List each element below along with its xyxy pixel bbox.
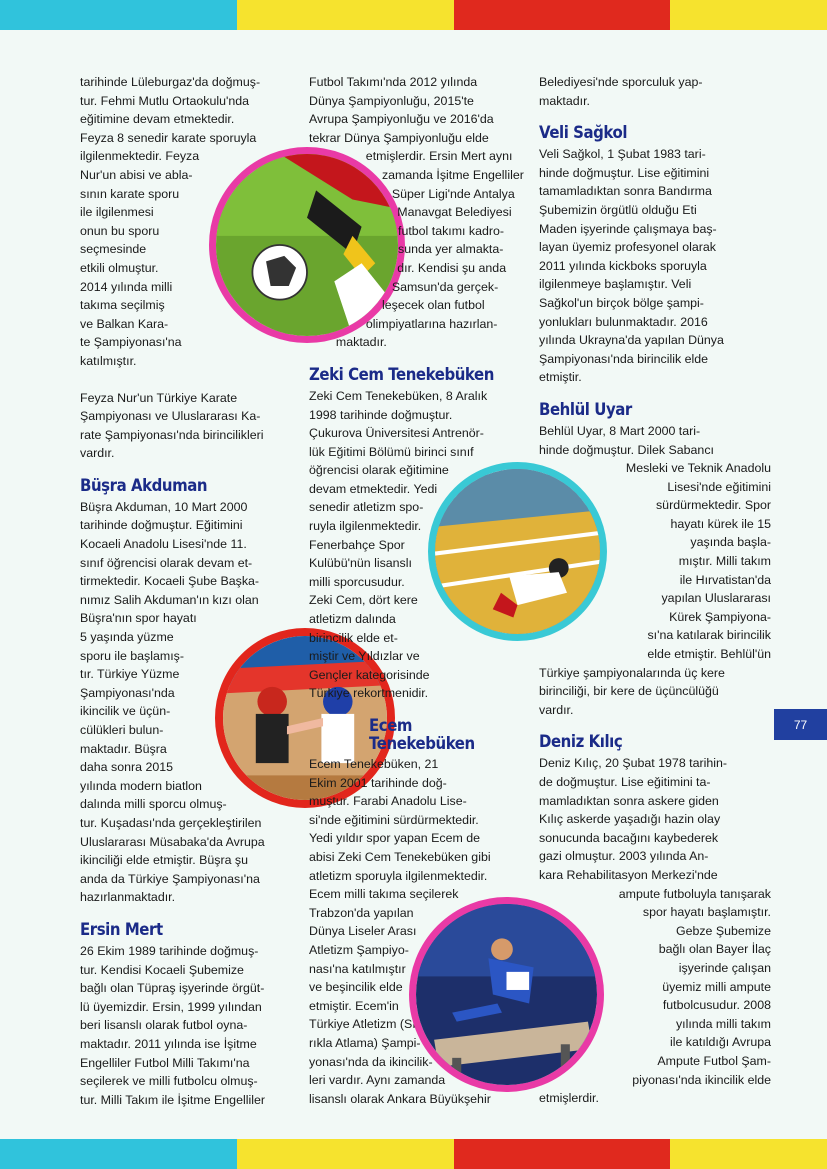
text-line: ampute futboluyla tanışarak (618, 886, 771, 901)
text-line: Trabzon'da yapılan (309, 905, 414, 920)
text-line: leşecek olan futbol (382, 298, 485, 313)
text-line: sonucunda bacağını kaybederek (539, 830, 719, 845)
text-line: beri lisanslı olarak futbol oyna- (80, 1018, 248, 1033)
text-line: lük Eğitimi Bölümü birinci sınıf (309, 444, 474, 459)
text-line: devam etmektedir. Yedi (309, 481, 438, 496)
text-line: hazırlanmaktadır. (80, 890, 176, 905)
text-line: atletizm sporuyla ilgilenmektedir. (309, 868, 488, 883)
text-line: etkili olmuştur. (80, 260, 159, 275)
text-line: 1998 tarihinde doğmuştur. (309, 407, 453, 422)
text-line: Kürek Şampiyona- (669, 609, 771, 624)
text-line: Dünya Şampiyonluğu, 2015'te (309, 93, 474, 108)
text-line: sınıf öğrencisi olarak devam et- (80, 555, 253, 570)
text-line: ilgilenmektedir. Feyza (80, 149, 200, 164)
top-color-stripe (0, 0, 827, 30)
text-line: ruyla ilgilenmektedir. (309, 519, 422, 534)
section-heading: Ersin Mert (80, 919, 163, 940)
stripe-red (454, 1139, 670, 1169)
text-line: abisi Zeki Cem Tenekebüken gibi (309, 849, 491, 864)
text-line: Gençler kategorisinde (309, 667, 430, 682)
text-line: milli sporcusudur. (309, 574, 405, 589)
text-line: ile Hırvatistan'da (679, 572, 771, 587)
text-line: tekrar Dünya Şampiyonluğu elde (309, 130, 489, 145)
section-heading: Büşra Akduman (80, 475, 208, 496)
text-line: Lisesi'nde eğitimini (667, 479, 771, 494)
spacer (80, 371, 295, 389)
text-line: Kulübü'nün lisanslı (309, 556, 412, 571)
text-line: Büşra'nın spor hayatı (80, 611, 197, 626)
text-line: katılmıştır. (80, 353, 137, 368)
text-line: maktadır. (539, 93, 590, 108)
text-line: dalında milli sporcu olmuş- (80, 797, 227, 812)
text-line: olimpiyatlarına hazırlan- (365, 316, 498, 331)
text-line: tirmektedir. Kocaeli Şube Başka- (80, 574, 260, 589)
text-line: takıma seçilmiş (80, 298, 165, 313)
section-heading: Veli Sağkol (539, 123, 628, 144)
text-line: rıkla Atlama) Şampi- (309, 1035, 421, 1050)
bottom-color-stripe (0, 1139, 827, 1169)
text-line: nası'na katılmıştır (309, 961, 406, 976)
stripe-red (454, 0, 670, 30)
text-line: etmiştir. (539, 370, 582, 385)
text-line: öğrencisi olarak eğitimine (309, 463, 449, 478)
text-line: hinde doğmuştur. Lise eğitimini (539, 165, 710, 180)
text-line: maktadır. Büşra (80, 741, 167, 756)
text-line: maktadır. (335, 335, 387, 350)
paragraph (80, 389, 295, 463)
text-line: sunda yer almakta- (398, 242, 504, 257)
text-line: yılında milli takım (675, 1016, 771, 1031)
text-line: bağlı olan Bayer İlaç (658, 942, 771, 957)
text-line: Çukurova Üniversitesi Antrenör- (309, 426, 484, 441)
paragraph (539, 422, 779, 664)
text-line: sının karate sporu (80, 186, 180, 201)
text-line: onun bu sporu (80, 223, 160, 238)
text-line: ile katıldığı Avrupa (669, 1035, 771, 1050)
text-line: Büşra Akduman, 10 Mart 2000 (80, 499, 248, 514)
text-line: tur. Fehmi Mutlu Ortaokulu'nda (80, 93, 250, 108)
text-line: Avrupa Şampiyonluğu ve 2016'da (309, 112, 494, 127)
text-line: rate Şampiyonası'nda birincilikleri (80, 427, 264, 442)
section-heading: Behlül Uyar (539, 399, 632, 420)
text-line: nımız Salih Akduman'ın kızı olan (80, 592, 259, 607)
text-line: hinde doğmuştur. Dilek Sabancı (539, 442, 714, 457)
text-line: işyerinde çalışan (678, 960, 771, 975)
text-line: ve Balkan Kara- (80, 316, 169, 331)
text-line: tamamladıktan sonra Bandırma (539, 184, 712, 199)
text-line: yılında modern biatlon (80, 778, 202, 793)
text-line: layan üyemiz profesyonel olarak (539, 240, 717, 255)
text-line: yapılan Uluslararası (661, 591, 771, 606)
text-line: Belediyesi'nde sporculuk yap- (539, 75, 703, 89)
text-line: sürdürmektedir. Spor (655, 498, 771, 513)
text-line: futbolcusudur. 2008 (662, 998, 771, 1013)
paragraph (539, 1089, 779, 1108)
text-line: seçmesinde (80, 242, 147, 257)
column-3 (539, 73, 779, 1108)
text-line: Feyza 8 senedir karate sporuyla (80, 130, 257, 145)
text-line: etmişlerdir. (539, 1091, 599, 1106)
text-line: 26 Ekim 1989 tarihinde doğmuş- (80, 943, 259, 958)
section-heading: Deniz Kılıç (539, 732, 623, 753)
text-line: Nur'un abisi ve abla- (80, 167, 193, 182)
text-line: gazi olmuştur. 2003 yılında An- (539, 849, 709, 864)
text-line: piyonası'nda ikincilik elde (632, 1072, 771, 1087)
text-line: seçilerek ve milli futbolcu olmuş- (80, 1074, 258, 1089)
text-line: Zeki Cem Tenekebüken, 8 Aralık (309, 388, 488, 403)
text-line: tır. Türkiye Yüzme (80, 667, 180, 682)
text-line: Yedi yıldır spor yapan Ecem de (309, 831, 481, 846)
text-line: mıştır. Milli takım (678, 554, 771, 569)
text-line: Zeki Cem, dört kere (309, 593, 418, 608)
text-line: Şampiyonası ve Uluslararası Ka- (80, 409, 261, 424)
section-heading: Ecem Tenekebüken (369, 716, 475, 754)
text-line: 5 yaşında yüzme (80, 630, 174, 645)
page-number: 77 (774, 709, 827, 740)
text-line: ile ilgilenmesi (80, 205, 154, 220)
text-line: muştur. Farabi Anadolu Lise- (309, 794, 467, 809)
stripe-cyan (0, 0, 237, 30)
text-line: maktadır. 2011 yılında ise İşitme (80, 1036, 257, 1051)
stripe-yellow (237, 0, 454, 30)
section-heading: Zeki Cem Tenekebüken (309, 364, 494, 385)
text-line: Türkiye şampiyonalarında üç kere (539, 665, 725, 680)
paragraph (539, 754, 779, 884)
text-line: ve beşincilik elde (309, 980, 403, 995)
text-line: Behlül Uyar, 8 Mart 2000 tari- (539, 423, 701, 438)
text-line: Uluslararası Müsabaka'da Avrupa (80, 834, 265, 849)
text-line: mamladıktan sonra askere giden (539, 793, 719, 808)
text-line: tur. Milli Takım ile İşitme Engelliler (80, 1092, 265, 1107)
paragraph (539, 885, 779, 1090)
text-line: leri vardır. Aynı zamanda (309, 1073, 446, 1088)
text-line: Engelliler Futbol Milli Takımı'na (80, 1055, 250, 1070)
text-line: anda da Türkiye Şampiyonası'na (80, 871, 260, 886)
text-line: Kocaeli Anadolu Lisesi'nde 11. (80, 537, 247, 552)
text-line: 2014 yılında milli (80, 279, 173, 294)
stripe-yellow (670, 0, 827, 30)
text-line: dır. Kendisi şu anda (397, 260, 507, 275)
text-line: Futbol Takımı'nda 2012 yılında (309, 75, 478, 89)
text-line: birinciliği, bir kere de üçüncülüğü (539, 684, 719, 699)
stripe-yellow (237, 1139, 454, 1169)
text-line: ilgilenmeye başlamıştır. Veli (539, 277, 692, 292)
text-line: Dünya Liseler Arası (309, 924, 417, 939)
text-line: spor hayatı başlamıştır. (642, 905, 771, 920)
text-line: ikinciliği elde etmiştir. Büşra şu (80, 853, 249, 868)
paragraph (80, 942, 295, 1109)
text-line: üyemiz milli ampute (662, 979, 771, 994)
text-line: Ampute Futbol Şam- (657, 1053, 771, 1068)
paragraph (539, 145, 779, 387)
text-line: tarihinde Lüleburgaz'da doğmuş- (80, 75, 261, 89)
text-line: atletizm dalında (309, 612, 396, 627)
text-line: vardır. (539, 702, 574, 717)
text-line: futbol takımı kadro- (398, 223, 505, 238)
text-line: Veli Sağkol, 1 Şubat 1983 tari- (539, 147, 706, 162)
text-line: zamanda İşitme Engelliler (381, 167, 524, 182)
text-line: senedir atletizm spo- (309, 500, 424, 515)
paragraph (80, 73, 295, 371)
text-line: Türkiye rekortmenidir. (309, 686, 429, 701)
stripe-yellow (670, 1139, 827, 1169)
text-line: Samsun'da gerçek- (391, 279, 499, 294)
paragraph (539, 664, 779, 720)
column-1 (80, 73, 295, 1109)
text-line: Atletizm Şampiyo- (309, 942, 409, 957)
text-line: Süper Ligi'nde Antalya (391, 186, 515, 201)
text-line: kara Rehabilitasyon Merkezi'nde (539, 867, 718, 882)
text-line: Kılıç askerde yaşadığı hazin olay (539, 812, 721, 827)
text-line: Maden işyerinde çalışmaya baş- (539, 221, 717, 236)
text-line: Sağkol'un birçok bölge şampi- (539, 295, 704, 310)
text-line: 2011 yılında kickboks sporuyla (539, 258, 707, 273)
text-line: sı'na katılarak birincilik (647, 628, 771, 643)
text-line: Mesleki ve Teknik Anadolu (625, 461, 771, 476)
text-line: tarihinde doğmuştur. Eğitimini (80, 518, 243, 533)
text-line: ikincilik ve üçün- (80, 704, 171, 719)
text-line: miştir ve Yıldızlar ve (309, 649, 420, 664)
text-line: Türkiye Atletizm (Sı- (309, 1017, 420, 1032)
text-line: lisanslı olarak Ankara Büyükşehir (309, 1091, 491, 1106)
text-line: Ecem milli takıma seçilerek (309, 887, 459, 902)
text-line: Şubemizin örgütlü olduğu Eti (539, 202, 697, 217)
text-line: lü üyemizdir. Ersin, 1999 yılından (80, 999, 262, 1014)
text-line: Ecem Tenekebüken, 21 (309, 757, 439, 771)
text-line: yaşında başla- (690, 535, 771, 550)
text-line: etmişlerdir. Ersin Mert aynı (365, 149, 513, 164)
text-line: yılında Ukrayna'da yapılan Dünya (539, 333, 724, 348)
text-line: Gebze Şubemize (675, 923, 771, 938)
text-line: Ekim 2001 tarihinde doğ- (309, 775, 447, 790)
text-line: hayatı kürek ile 15 (670, 516, 771, 531)
text-line: yonası'nda da ikincilik- (309, 1054, 433, 1069)
text-line: bağlı olan Tüpraş işyerinde örgüt- (80, 981, 265, 996)
text-line: etmiştir. Ecem'in (309, 998, 399, 1013)
text-line: Manavgat Belediyesi (397, 205, 512, 220)
text-line: vardır. (80, 446, 115, 461)
text-line: te Şampiyonası'na (80, 335, 182, 350)
text-line: Deniz Kılıç, 20 Şubat 1978 tarihin- (539, 756, 728, 771)
paragraph (80, 498, 295, 907)
stripe-cyan (0, 1139, 237, 1169)
text-line: Fenerbahçe Spor (309, 537, 405, 552)
text-line: birincilik elde et- (309, 630, 398, 645)
text-line: Feyza Nur'un Türkiye Karate (80, 390, 238, 405)
text-line: cülükleri bulun- (80, 723, 164, 737)
paragraph (539, 73, 779, 110)
text-line: si'nde eğitimini sürdürmektedir. (309, 812, 479, 827)
text-line: yonlukları bulunmaktadır. 2016 (539, 314, 708, 329)
text-line: daha sonra 2015 (80, 760, 174, 775)
text-line: elde etmiştir. Behlül'ün (647, 647, 771, 662)
paragraph (309, 73, 529, 352)
text-line: tur. Kuşadası'nda gerçekleştirilen (80, 815, 262, 830)
text-line: Şampiyonası'nda birincilik elde (539, 351, 709, 366)
text-line: Şampiyonası'nda (80, 685, 175, 700)
text-line: sporu ile başlamış- (80, 648, 184, 663)
text-line: tur. Kendisi Kocaeli Şubemize (80, 962, 244, 977)
text-line: de doğmuştur. Lise eğitimini ta- (539, 775, 711, 789)
text-line: eğitimine devam etmektedir. (80, 112, 235, 127)
